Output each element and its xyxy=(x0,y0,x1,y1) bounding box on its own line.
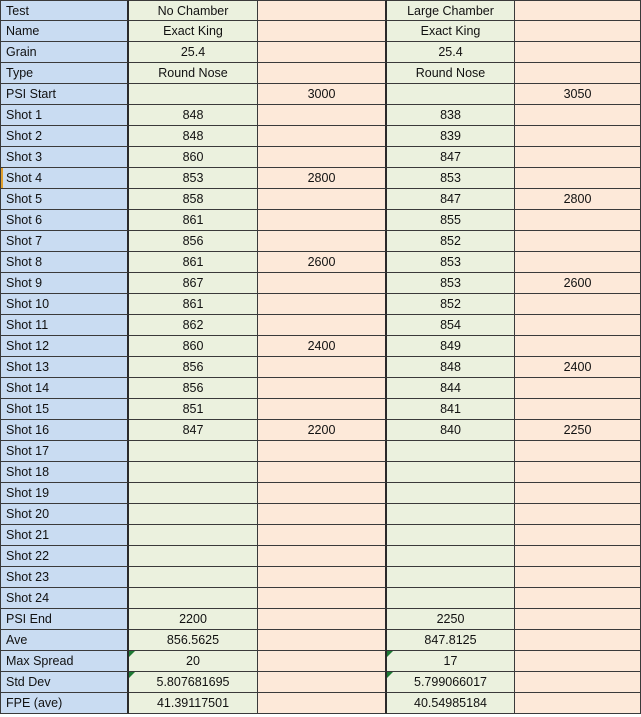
no-chamber-psi-cell[interactable] xyxy=(258,105,387,126)
large-chamber-value-cell[interactable]: 2250 xyxy=(387,609,515,630)
large-chamber-value-cell[interactable]: 841 xyxy=(387,399,515,420)
large-chamber-value-cell[interactable]: 5.799066017 xyxy=(387,672,515,693)
large-chamber-psi-cell[interactable] xyxy=(515,651,641,672)
no-chamber-psi-cell[interactable]: 2800 xyxy=(258,168,387,189)
no-chamber-value-cell[interactable]: 856.5625 xyxy=(129,630,258,651)
large-chamber-value-cell[interactable] xyxy=(387,483,515,504)
sheet-row xyxy=(0,273,641,294)
large-chamber-psi-cell[interactable] xyxy=(515,630,641,651)
sheet-row xyxy=(0,294,641,315)
large-chamber-value-cell[interactable]: 838 xyxy=(387,105,515,126)
row-label-cell[interactable]: Type xyxy=(0,63,129,84)
sheet-row xyxy=(0,378,641,399)
row-label-cell[interactable]: Shot 24 xyxy=(0,588,129,609)
large-chamber-value-cell[interactable] xyxy=(387,567,515,588)
no-chamber-value-cell[interactable]: 861 xyxy=(129,252,258,273)
no-chamber-value-cell[interactable]: 2200 xyxy=(129,609,258,630)
sheet-row xyxy=(0,483,641,504)
row-label-cell[interactable]: Shot 23 xyxy=(0,567,129,588)
no-chamber-psi-cell[interactable] xyxy=(258,630,387,651)
large-chamber-value-cell[interactable]: 25.4 xyxy=(387,42,515,63)
large-chamber-psi-cell[interactable] xyxy=(515,609,641,630)
large-chamber-value-cell[interactable]: Exact King xyxy=(387,21,515,42)
large-chamber-psi-cell[interactable]: 2250 xyxy=(515,420,641,441)
no-chamber-value-cell[interactable]: 856 xyxy=(129,231,258,252)
large-chamber-value-cell[interactable]: 847.8125 xyxy=(387,630,515,651)
large-chamber-psi-cell[interactable] xyxy=(515,126,641,147)
large-chamber-value-cell[interactable]: 852 xyxy=(387,231,515,252)
sheet-row xyxy=(0,441,641,462)
no-chamber-value-cell[interactable]: 858 xyxy=(129,189,258,210)
large-chamber-value-cell[interactable]: Large Chamber xyxy=(387,0,515,21)
no-chamber-value-cell[interactable] xyxy=(129,588,258,609)
large-chamber-psi-cell[interactable] xyxy=(515,147,641,168)
no-chamber-psi-cell[interactable]: 2400 xyxy=(258,336,387,357)
row-label-cell[interactable]: Shot 14 xyxy=(0,378,129,399)
no-chamber-psi-cell[interactable] xyxy=(258,546,387,567)
row-label-cell[interactable]: PSI Start xyxy=(0,84,129,105)
no-chamber-psi-cell[interactable] xyxy=(258,126,387,147)
large-chamber-psi-cell[interactable] xyxy=(515,567,641,588)
no-chamber-psi-cell[interactable] xyxy=(258,462,387,483)
row-label-cell[interactable]: Shot 9 xyxy=(0,273,129,294)
large-chamber-value-cell[interactable]: 854 xyxy=(387,315,515,336)
no-chamber-value-cell[interactable] xyxy=(129,525,258,546)
large-chamber-psi-cell[interactable] xyxy=(515,21,641,42)
sheet-row xyxy=(0,399,641,420)
row-label-cell[interactable]: Shot 17 xyxy=(0,441,129,462)
sheet-row xyxy=(0,609,641,630)
no-chamber-psi-cell[interactable] xyxy=(258,588,387,609)
row-label-cell[interactable]: Shot 6 xyxy=(0,210,129,231)
row-label-cell[interactable]: Shot 5 xyxy=(0,189,129,210)
no-chamber-value-cell[interactable]: 20 xyxy=(129,651,258,672)
row-label-cell[interactable]: Shot 15 xyxy=(0,399,129,420)
no-chamber-psi-cell[interactable] xyxy=(258,147,387,168)
no-chamber-psi-cell[interactable] xyxy=(258,399,387,420)
row-label-cell[interactable]: Std Dev xyxy=(0,672,129,693)
sheet-row xyxy=(0,63,641,84)
large-chamber-psi-cell[interactable]: 2400 xyxy=(515,357,641,378)
sheet-row xyxy=(0,42,641,63)
formula-indicator-icon xyxy=(387,651,393,657)
large-chamber-value-cell[interactable]: 17 xyxy=(387,651,515,672)
large-chamber-psi-cell[interactable] xyxy=(515,441,641,462)
no-chamber-value-cell[interactable] xyxy=(129,567,258,588)
sheet-row xyxy=(0,630,641,651)
sheet-row xyxy=(0,126,641,147)
row-label-cell[interactable]: Shot 12 xyxy=(0,336,129,357)
large-chamber-psi-cell[interactable] xyxy=(515,504,641,525)
large-chamber-psi-cell[interactable] xyxy=(515,42,641,63)
row-label-cell[interactable]: Shot 19 xyxy=(0,483,129,504)
sheet-row xyxy=(0,525,641,546)
no-chamber-psi-cell[interactable] xyxy=(258,693,387,714)
no-chamber-psi-cell[interactable] xyxy=(258,21,387,42)
sheet-row xyxy=(0,420,641,441)
no-chamber-value-cell[interactable] xyxy=(129,441,258,462)
sheet-row xyxy=(0,21,641,42)
sheet-row xyxy=(0,0,641,21)
no-chamber-psi-cell[interactable] xyxy=(258,315,387,336)
sheet-row xyxy=(0,651,641,672)
no-chamber-psi-cell[interactable]: 2200 xyxy=(258,420,387,441)
no-chamber-value-cell[interactable]: 861 xyxy=(129,294,258,315)
no-chamber-value-cell[interactable]: 867 xyxy=(129,273,258,294)
large-chamber-psi-cell[interactable]: 2800 xyxy=(515,189,641,210)
large-chamber-psi-cell[interactable] xyxy=(515,294,641,315)
no-chamber-psi-cell[interactable] xyxy=(258,231,387,252)
row-label-cell[interactable]: Shot 3 xyxy=(0,147,129,168)
row-label-cell[interactable]: Shot 11 xyxy=(0,315,129,336)
large-chamber-value-cell[interactable]: 848 xyxy=(387,357,515,378)
sheet-row xyxy=(0,357,641,378)
large-chamber-value-cell[interactable]: Round Nose xyxy=(387,63,515,84)
large-chamber-value-cell[interactable]: 853 xyxy=(387,252,515,273)
large-chamber-psi-cell[interactable] xyxy=(515,0,641,21)
large-chamber-psi-cell[interactable] xyxy=(515,210,641,231)
no-chamber-value-cell[interactable]: 5.807681695 xyxy=(129,672,258,693)
no-chamber-value-cell[interactable]: 848 xyxy=(129,126,258,147)
no-chamber-value-cell[interactable]: 856 xyxy=(129,378,258,399)
large-chamber-value-cell[interactable]: 840 xyxy=(387,420,515,441)
no-chamber-psi-cell[interactable]: 2600 xyxy=(258,252,387,273)
large-chamber-psi-cell[interactable] xyxy=(515,231,641,252)
large-chamber-psi-cell[interactable] xyxy=(515,315,641,336)
large-chamber-psi-cell[interactable] xyxy=(515,546,641,567)
no-chamber-psi-cell[interactable] xyxy=(258,63,387,84)
no-chamber-value-cell[interactable] xyxy=(129,84,258,105)
no-chamber-psi-cell[interactable] xyxy=(258,210,387,231)
row-label-cell[interactable]: Shot 10 xyxy=(0,294,129,315)
large-chamber-psi-cell[interactable] xyxy=(515,336,641,357)
large-chamber-psi-cell[interactable] xyxy=(515,399,641,420)
large-chamber-value-cell[interactable]: 847 xyxy=(387,189,515,210)
no-chamber-value-cell[interactable]: 25.4 xyxy=(129,42,258,63)
no-chamber-psi-cell[interactable]: 3000 xyxy=(258,84,387,105)
row-label-cell[interactable]: Shot 18 xyxy=(0,462,129,483)
large-chamber-psi-cell[interactable] xyxy=(515,672,641,693)
sheet-row xyxy=(0,231,641,252)
no-chamber-psi-cell[interactable] xyxy=(258,504,387,525)
sheet-row xyxy=(0,147,641,168)
formula-indicator-icon xyxy=(129,672,135,678)
no-chamber-value-cell[interactable]: 41.39117501 xyxy=(129,693,258,714)
large-chamber-value-cell[interactable]: 844 xyxy=(387,378,515,399)
no-chamber-psi-cell[interactable] xyxy=(258,378,387,399)
sheet-row xyxy=(0,189,641,210)
sheet-row xyxy=(0,672,641,693)
large-chamber-psi-cell[interactable] xyxy=(515,252,641,273)
sheet-row xyxy=(0,168,641,189)
sheet-row xyxy=(0,105,641,126)
large-chamber-value-cell[interactable] xyxy=(387,441,515,462)
large-chamber-psi-cell[interactable]: 3050 xyxy=(515,84,641,105)
large-chamber-psi-cell[interactable] xyxy=(515,693,641,714)
no-chamber-value-cell[interactable] xyxy=(129,462,258,483)
formula-indicator-icon xyxy=(129,651,135,657)
no-chamber-value-cell[interactable]: 851 xyxy=(129,399,258,420)
large-chamber-value-cell[interactable] xyxy=(387,504,515,525)
large-chamber-psi-cell[interactable] xyxy=(515,63,641,84)
row-label-cell[interactable]: Shot 13 xyxy=(0,357,129,378)
no-chamber-psi-cell[interactable] xyxy=(258,651,387,672)
no-chamber-psi-cell[interactable] xyxy=(258,0,387,21)
row-label-cell[interactable]: Shot 7 xyxy=(0,231,129,252)
large-chamber-psi-cell[interactable] xyxy=(515,462,641,483)
formula-indicator-icon xyxy=(387,672,393,678)
row-label-cell[interactable]: PSI End xyxy=(0,609,129,630)
no-chamber-value-cell[interactable]: No Chamber xyxy=(129,0,258,21)
row-label-cell[interactable]: FPE (ave) xyxy=(0,693,129,714)
sheet-row xyxy=(0,315,641,336)
no-chamber-value-cell[interactable]: Exact King xyxy=(129,21,258,42)
no-chamber-value-cell[interactable]: 856 xyxy=(129,357,258,378)
no-chamber-value-cell[interactable]: 860 xyxy=(129,336,258,357)
no-chamber-psi-cell[interactable] xyxy=(258,525,387,546)
no-chamber-value-cell[interactable] xyxy=(129,504,258,525)
no-chamber-psi-cell[interactable] xyxy=(258,273,387,294)
sheet-row xyxy=(0,252,641,273)
large-chamber-psi-cell[interactable] xyxy=(515,588,641,609)
no-chamber-psi-cell[interactable] xyxy=(258,609,387,630)
sheet-row xyxy=(0,84,641,105)
row-label-cell[interactable]: Shot 2 xyxy=(0,126,129,147)
large-chamber-value-cell[interactable]: 40.54985184 xyxy=(387,693,515,714)
large-chamber-value-cell[interactable] xyxy=(387,84,515,105)
no-chamber-value-cell[interactable]: 847 xyxy=(129,420,258,441)
row-label-cell[interactable]: Test xyxy=(0,0,129,21)
no-chamber-value-cell[interactable]: Round Nose xyxy=(129,63,258,84)
no-chamber-psi-cell[interactable] xyxy=(258,294,387,315)
large-chamber-value-cell[interactable]: 847 xyxy=(387,147,515,168)
large-chamber-psi-cell[interactable] xyxy=(515,168,641,189)
no-chamber-psi-cell[interactable] xyxy=(258,42,387,63)
large-chamber-psi-cell[interactable] xyxy=(515,105,641,126)
row-label-cell[interactable]: Shot 21 xyxy=(0,525,129,546)
no-chamber-psi-cell[interactable] xyxy=(258,483,387,504)
row-label-cell[interactable]: Shot 4 xyxy=(0,168,129,189)
no-chamber-value-cell[interactable]: 861 xyxy=(129,210,258,231)
no-chamber-psi-cell[interactable] xyxy=(258,672,387,693)
no-chamber-value-cell[interactable]: 862 xyxy=(129,315,258,336)
sheet-row xyxy=(0,567,641,588)
sheet-row xyxy=(0,546,641,567)
large-chamber-value-cell[interactable]: 853 xyxy=(387,168,515,189)
row-label-cell[interactable]: Max Spread xyxy=(0,651,129,672)
no-chamber-value-cell[interactable]: 853 xyxy=(129,168,258,189)
row-label-cell[interactable]: Shot 22 xyxy=(0,546,129,567)
row-label-cell[interactable]: Grain xyxy=(0,42,129,63)
large-chamber-value-cell[interactable] xyxy=(387,462,515,483)
row-label-cell[interactable]: Ave xyxy=(0,630,129,651)
large-chamber-value-cell[interactable]: 852 xyxy=(387,294,515,315)
no-chamber-value-cell[interactable] xyxy=(129,546,258,567)
row-label-cell[interactable]: Shot 20 xyxy=(0,504,129,525)
large-chamber-value-cell[interactable]: 855 xyxy=(387,210,515,231)
large-chamber-psi-cell[interactable] xyxy=(515,525,641,546)
no-chamber-psi-cell[interactable] xyxy=(258,441,387,462)
large-chamber-value-cell[interactable]: 853 xyxy=(387,273,515,294)
sheet-row xyxy=(0,336,641,357)
sheet-row xyxy=(0,693,641,714)
large-chamber-value-cell[interactable] xyxy=(387,546,515,567)
row-label-cell[interactable]: Name xyxy=(0,21,129,42)
no-chamber-psi-cell[interactable] xyxy=(258,567,387,588)
no-chamber-value-cell[interactable] xyxy=(129,483,258,504)
sheet-row xyxy=(0,588,641,609)
sheet-row xyxy=(0,462,641,483)
sheet-row xyxy=(0,210,641,231)
no-chamber-value-cell[interactable]: 848 xyxy=(129,105,258,126)
row-label-cell[interactable]: Shot 8 xyxy=(0,252,129,273)
no-chamber-psi-cell[interactable] xyxy=(258,189,387,210)
large-chamber-psi-cell[interactable] xyxy=(515,483,641,504)
sheet-row xyxy=(0,504,641,525)
row-label-cell[interactable]: Shot 16 xyxy=(0,420,129,441)
no-chamber-psi-cell[interactable] xyxy=(258,357,387,378)
row-label-cell[interactable]: Shot 1 xyxy=(0,105,129,126)
large-chamber-value-cell[interactable]: 849 xyxy=(387,336,515,357)
no-chamber-value-cell[interactable]: 860 xyxy=(129,147,258,168)
large-chamber-value-cell[interactable] xyxy=(387,588,515,609)
large-chamber-psi-cell[interactable] xyxy=(515,378,641,399)
large-chamber-value-cell[interactable]: 839 xyxy=(387,126,515,147)
large-chamber-value-cell[interactable] xyxy=(387,525,515,546)
large-chamber-psi-cell[interactable]: 2600 xyxy=(515,273,641,294)
